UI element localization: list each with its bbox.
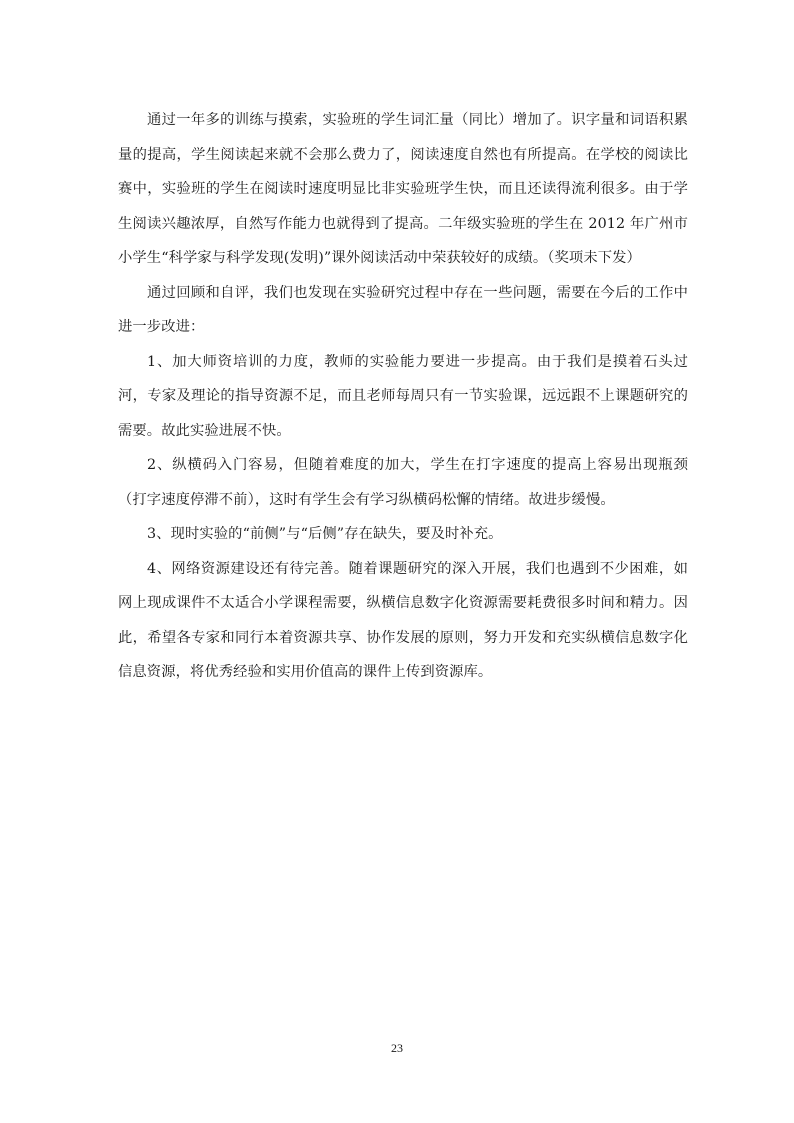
document-body: [118, 103, 688, 690]
paragraph-item-4: 4、网络资源建设还有待完善。随着课题研究的深入开展，我们也遇到不少困难，如网上现成课件不太适合小学课程需要，纵横信息数字化资源需要耗费很多时间和精力。因此，希望各专家和同行本着资源共享、协作发展的原则，努力开发和充实纵横信息数字化信息资源，将优秀经验和实用价值高的课件上传到资源库。: [118, 560, 688, 680]
paragraph-item-1: 1、加大师资培训的力度，教师的实验能力要进一步提高。由于我们是摸着石头过河，专家及理论的指导资源不足，而且老师每周只有一节实验课，远远跟不上课题研究的需要。故此实验进展不快。: [118, 353, 688, 439]
paragraph-review: 通过回顾和自评，我们也发现在实验研究过程中存在一些问题，需要在今后的工作中进一步改进：: [118, 284, 688, 335]
paragraph-item-2: 2、纵横码入门容易，但随着难度的加大，学生在打字速度的提高上容易出现瓶颈（打字速度停滞不前），这时有学生会有学习纵横码松懈的情绪。故进步缓慢。: [118, 457, 688, 508]
page-number: 23: [391, 1041, 403, 1055]
paragraph-results: 通过一年多的训练与摸索，实验班的学生词汇量（同比）增加了。识字量和词语积累量的提高，学生阅读起来就不会那么费力了，阅读速度自然也有所提高。在学校的阅读比赛中，实验班的学生在阅读时速度明显比非实验班学生快，而且还读得流利很多。由于学生阅读兴趣浓厚，自然写作能力也就得到了提高。二年级实验班的学生在 2012 年广州市小学生“科学家与科学发现(发明)”课外阅读活动中荣获较好的成绩。（奖项未下发）: [118, 112, 688, 266]
paragraph-item-3: 3、现时实验的“前侧”与“后侧”存在缺失，要及时补充。: [147, 526, 503, 542]
